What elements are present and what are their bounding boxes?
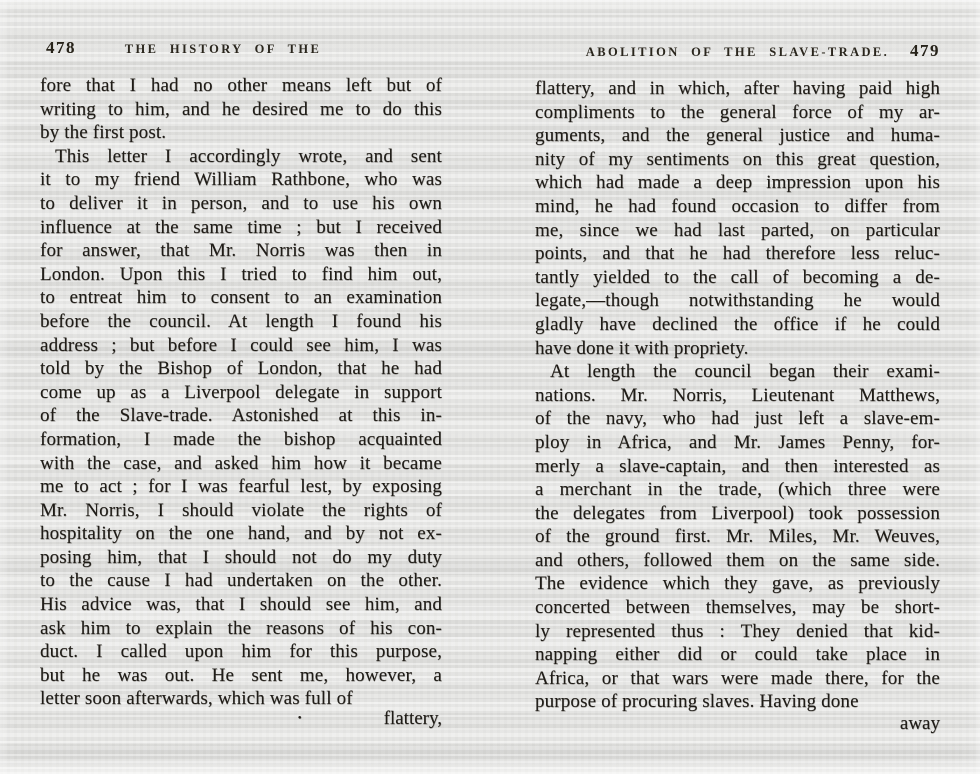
text-line: have done it with propriety. [535, 337, 749, 359]
right-page-text [535, 77, 940, 714]
text-line: nations. Mr. Norris, Lieutenant Matthews, [535, 384, 940, 406]
text-line: come up as a Liverpool delegate in support [40, 381, 442, 403]
text-line: nity of my sentiments on this great question, [535, 148, 940, 170]
text-line: me to act ; for I was fearful lest, by exposing [40, 476, 442, 498]
text-line: The evidence which they gave, as previously [535, 573, 940, 595]
text-line: posing him, that I should not do my duty [40, 546, 442, 568]
text-line: tantly yielded to the call of becoming a de- [535, 266, 940, 288]
text-line: influence at the same time ; but I received [40, 216, 442, 238]
text-line: me, since we had last parted, on particular [535, 219, 940, 241]
text-line: hospitality on the one hand, and by not ex- [40, 523, 442, 545]
text-line: a merchant in the trade, (which three were [535, 479, 940, 501]
text-line: which had made a deep impression upon his [535, 172, 940, 194]
text-line: purpose of procuring slaves. Having done [535, 691, 859, 713]
text-line: compliments to the general force of my ar- [535, 101, 940, 123]
text-line: told by the Bishop of London, that he had [40, 358, 442, 380]
catchword-right: away [899, 713, 940, 734]
text-line: gladly have declined the office if he could [535, 313, 940, 335]
printer-dot-icon: • [297, 712, 302, 724]
text-line: guments, and the general justice and huma- [535, 125, 940, 147]
text-line: of the ground first. Mr. Miles, Mr. Weuves, [535, 526, 940, 548]
text-line: letter soon afterwards, which was full of [40, 688, 353, 710]
text-line: of the navy, who had just left a slave-em- [535, 408, 940, 430]
text-line: merly a slave-captain, and then interested as [535, 455, 940, 477]
text-line: duct. I called upon him for this purpose, [40, 641, 442, 663]
text-line: to the cause I had undertaken on the other. [40, 570, 442, 592]
running-title-right: ABOLITION OF THE SLAVE-TRADE. [585, 45, 890, 59]
text-line: At length the council began their exami- [550, 361, 940, 383]
left-page-text [40, 74, 442, 711]
text-line: fore that I had no other means left but of [40, 75, 442, 96]
page-number-left: 478 [46, 38, 76, 57]
running-title-left: THE HISTORY OF THE [124, 42, 322, 56]
text-line: points, and that he had therefore less reluc- [535, 243, 940, 265]
text-line: it to my friend William Rathbone, who was [40, 169, 442, 191]
right-catchword-line [535, 712, 940, 736]
text-line: to deliver it in person, and to use his own [40, 192, 442, 214]
left-page-header [40, 38, 442, 62]
text-line: ask him to explain the reasons of his con- [40, 617, 442, 639]
left-catchword-line [40, 707, 442, 734]
text-line: the delegates from Liverpool) took possession [535, 502, 940, 524]
catchword-left: flattery, [383, 708, 442, 729]
text-line: His advice was, that I should see him, and [40, 594, 442, 616]
right-page [535, 0, 940, 774]
text-line: mind, he had found occasion to differ from [535, 195, 940, 217]
text-line: London. Upon this I tried to find him out, [40, 263, 442, 285]
left-page [40, 0, 442, 774]
page-number-right: 479 [910, 41, 940, 60]
text-line: but he was out. He sent me, however, a [40, 664, 442, 686]
text-line: concerted between themselves, may be short- [535, 597, 940, 619]
text-line: writing to him, and he desired me to do this [40, 98, 442, 120]
text-line: formation, I made the bishop acquainted [40, 428, 442, 450]
text-line: and others, followed them on the same side. [535, 549, 940, 571]
text-line: legate,—though notwithstanding he would [535, 290, 940, 312]
text-line: for answer, that Mr. Norris was then in [40, 240, 442, 262]
text-line: address ; but before I could see him, I was [40, 334, 442, 356]
text-line: by the first post. [40, 122, 167, 144]
text-line: flattery, and in which, after having paid high [535, 78, 940, 99]
text-line: Africa, or that wars were made there, for the [535, 667, 940, 689]
text-line: ly represented thus : They denied that kid- [535, 620, 940, 642]
text-line: with the case, and asked him how it became [40, 452, 442, 474]
text-line: napping either did or could take place in [535, 644, 940, 666]
text-line: of the Slave-trade. Astonished at this in- [40, 405, 442, 427]
text-line: ploy in Africa, and Mr. James Penny, for- [535, 431, 940, 453]
text-line: before the council. At length I found his [40, 310, 442, 332]
right-page-header [535, 41, 940, 65]
text-line: This letter I accordingly wrote, and sent [55, 145, 442, 167]
text-line: Mr. Norris, I should violate the rights of [40, 499, 442, 521]
text-line: to entreat him to consent to an examination [40, 287, 442, 309]
